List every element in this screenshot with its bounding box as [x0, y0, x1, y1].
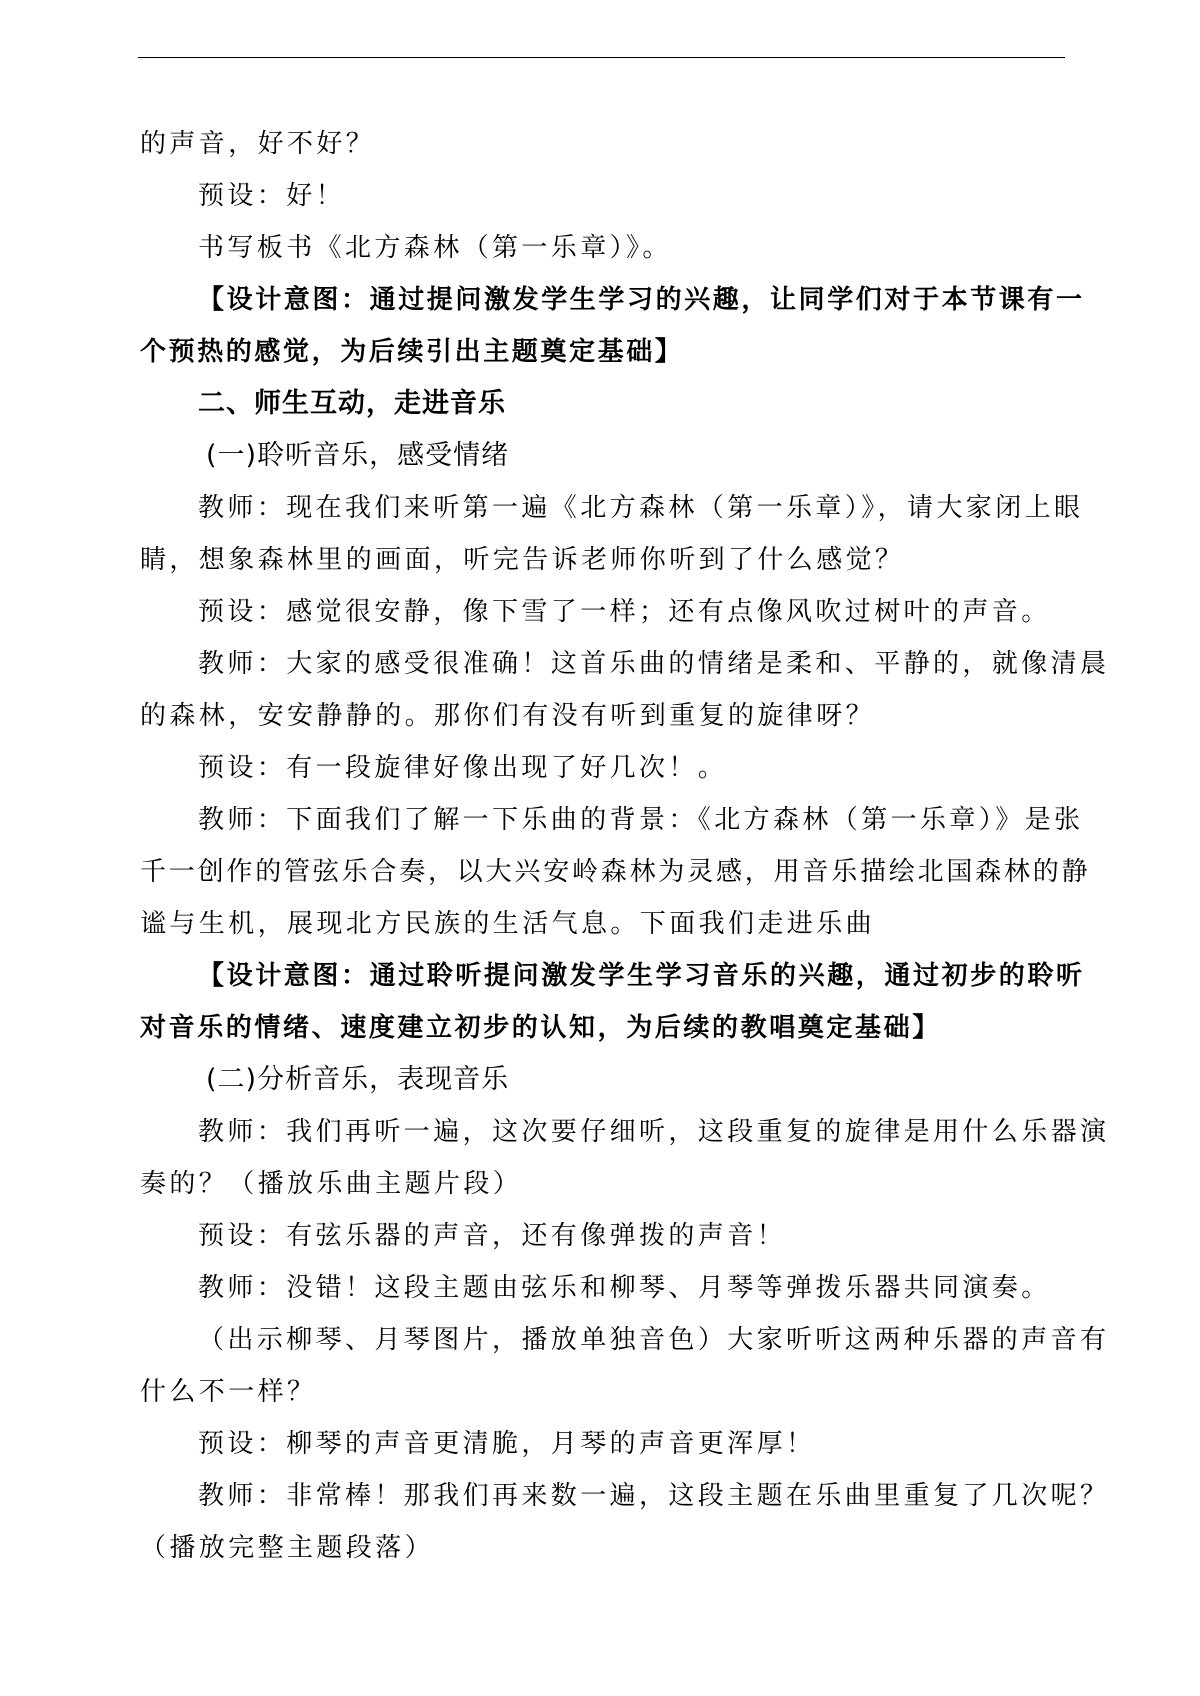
paragraph-line: 睛，想象森林里的画面，听完告诉老师你听到了什么感觉？	[140, 545, 905, 575]
design-intent-note: 个预热的感觉，为后续引出主题奠定基础】	[140, 337, 684, 367]
paragraph-line: （出示柳琴、月琴图片，播放单独音色）大家听听这两种乐器的声音有	[198, 1325, 1110, 1355]
paragraph-line: 教师：非常棒！那我们再来数一遍，这段主题在乐曲里重复了几次呢？	[198, 1481, 1110, 1511]
paragraph-line: 的声音，好不好？	[140, 129, 376, 159]
paragraph-line: 千一创作的管弦乐合奏，以大兴安岭森林为灵感，用音乐描绘北国森林的静	[140, 857, 1091, 887]
paragraph-line: 预设：好！	[198, 181, 346, 211]
paragraph-line: （播放完整主题段落）	[140, 1533, 435, 1563]
paragraph-line: 教师：没错！这段主题由弦乐和柳琴、月琴等弹拨乐器共同演奏。	[198, 1273, 1051, 1303]
paragraph-line: 教师：下面我们了解一下乐曲的背景：《北方森林（第一乐章）》是张	[198, 805, 1084, 835]
section-heading: 二、师生互动，走进音乐	[198, 388, 506, 419]
subsection-heading: (二)分析音乐，表现音乐	[206, 1064, 510, 1095]
header-rule	[138, 57, 1065, 58]
design-intent-note: 【设计意图：通过提问激发学生学习的兴趣，让同学们对于本节课有一	[198, 285, 1085, 315]
document-body	[140, 118, 1110, 1574]
subsection-heading: (一)聆听音乐，感受情绪	[206, 440, 510, 471]
paragraph-line: 的森林，安安静静的。那你们有没有听到重复的旋律呀？	[140, 701, 876, 731]
paragraph-line: 谧与生机，展现北方民族的生活气息。下面我们走进乐曲	[140, 909, 876, 939]
paragraph-line: 教师：现在我们来听第一遍《北方森林（第一乐章）》，请大家闭上眼	[198, 493, 1084, 523]
paragraph-line: 书写板书《北方森林（第一乐章）》。	[198, 233, 672, 263]
paragraph-line: 预设：感觉很安静，像下雪了一样；还有点像风吹过树叶的声音。	[198, 597, 1051, 627]
design-intent-note: 【设计意图：通过聆听提问激发学生学习音乐的兴趣，通过初步的聆听	[198, 961, 1085, 991]
paragraph-line: 预设：柳琴的声音更清脆，月琴的声音更浑厚！	[198, 1429, 816, 1459]
paragraph-line: 奏的？（播放乐曲主题片段）	[140, 1169, 523, 1199]
paragraph-line: 预设：有一段旋律好像出现了好几次！。	[198, 753, 728, 783]
design-intent-note: 对音乐的情绪、速度建立初步的认知，为后续的教唱奠定基础】	[140, 1013, 941, 1043]
paragraph-line: 预设：有弦乐器的声音，还有像弹拨的声音！	[198, 1221, 787, 1251]
paragraph-line: 教师：大家的感受很准确！这首乐曲的情绪是柔和、平静的，就像清晨	[198, 649, 1110, 679]
paragraph-line: 什么不一样？	[140, 1377, 317, 1407]
paragraph-line: 教师：我们再听一遍，这次要仔细听，这段重复的旋律是用什么乐器演	[198, 1117, 1110, 1147]
